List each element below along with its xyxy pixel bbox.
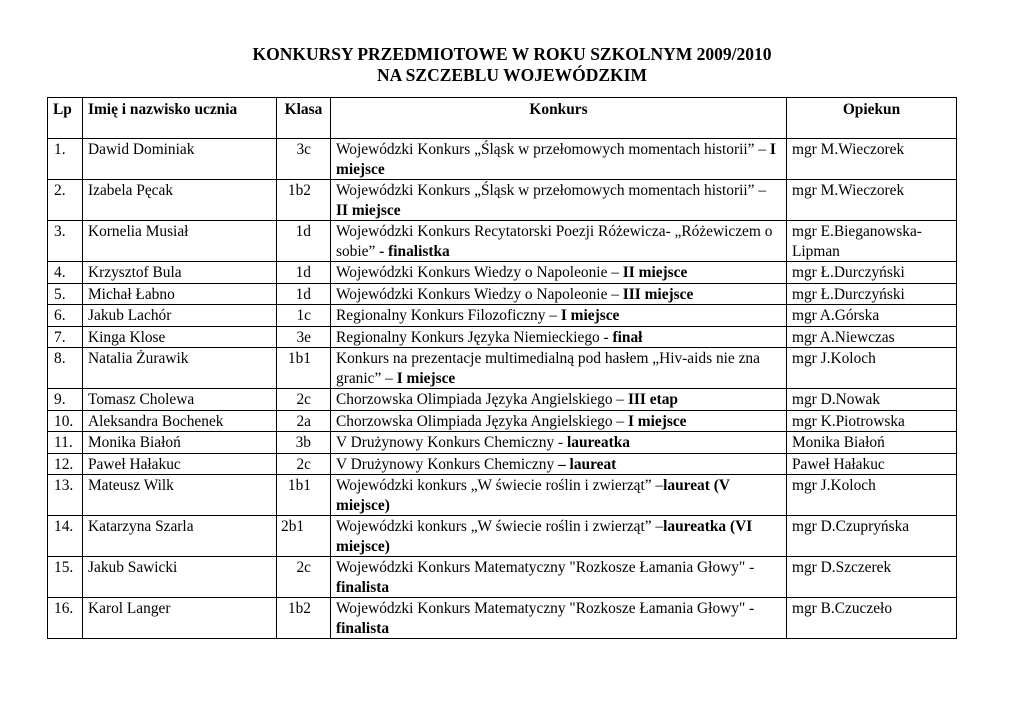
cell-konkurs xyxy=(331,221,787,262)
table-row xyxy=(48,221,957,262)
header-konkurs: Konkurs xyxy=(331,98,787,139)
cell-klasa: 1b1 xyxy=(277,475,331,516)
cell-lp: 3. xyxy=(48,221,83,262)
konkurs-text: Wojewódzki konkurs „W świecie roślin i zwierząt” – xyxy=(336,518,664,535)
cell-name: Aleksandra Bochenek xyxy=(83,410,277,432)
cell-opiekun: mgr D.Szczerek xyxy=(787,557,957,598)
cell-opiekun: mgr Ł.Durczyński xyxy=(787,262,957,284)
header-klasa: Klasa xyxy=(277,98,331,139)
cell-klasa: 2a xyxy=(277,410,331,432)
cell-lp: 8. xyxy=(48,348,83,389)
table-row xyxy=(48,262,957,284)
konkurs-result: I miejsce xyxy=(396,369,456,387)
cell-name: Kinga Klose xyxy=(83,326,277,348)
konkurs-text: V Drużynowy Konkurs Chemiczny - xyxy=(336,434,567,451)
konkurs-text: Wojewódzki Konkurs Recytatorski Poezji Różewicza- „Różewiczem o sobie” xyxy=(336,223,773,260)
konkurs-result: I miejsce xyxy=(627,412,687,430)
cell-name: Mateusz Wilk xyxy=(83,475,277,516)
cell-name: Jakub Sawicki xyxy=(83,557,277,598)
konkurs-result: - finalistka xyxy=(375,242,450,260)
konkurs-result: II miejsce xyxy=(336,201,401,219)
table-row xyxy=(48,305,957,327)
cell-klasa: 2c xyxy=(277,453,331,475)
konkurs-text: Wojewódzki Konkurs Matematyczny "Rozkosze Łamania Głowy" - xyxy=(336,600,755,617)
konkurs-result: laureatka (VI miejsce) xyxy=(336,518,753,555)
cell-klasa: 1d xyxy=(277,262,331,284)
cell-opiekun: Monika Białoń xyxy=(787,432,957,454)
table-row xyxy=(48,283,957,305)
cell-konkurs xyxy=(331,262,787,284)
competitions-table xyxy=(47,97,957,639)
cell-konkurs xyxy=(331,305,787,327)
cell-name: Dawid Dominiak xyxy=(83,139,277,180)
cell-klasa: 2b1 xyxy=(277,516,331,557)
konkurs-result: finalista xyxy=(336,619,390,637)
cell-konkurs xyxy=(331,516,787,557)
table-row xyxy=(48,432,957,454)
konkurs-text: Chorzowska Olimpiada Języka Angielskiego – xyxy=(336,391,628,408)
table-row xyxy=(48,475,957,516)
cell-konkurs xyxy=(331,326,787,348)
cell-opiekun: mgr J.Koloch xyxy=(787,348,957,389)
konkurs-result: II miejsce xyxy=(622,264,688,281)
cell-klasa: 1b1 xyxy=(277,348,331,389)
konkurs-text: Wojewódzki Konkurs Wiedzy o Napoleonie – xyxy=(336,264,623,281)
cell-klasa: 1b2 xyxy=(277,598,331,639)
cell-lp: 6. xyxy=(48,305,83,327)
table-header-row xyxy=(48,98,957,139)
konkurs-result: laureat (V miejsce) xyxy=(336,477,730,514)
cell-name: Tomasz Cholewa xyxy=(83,389,277,411)
konkurs-text: Wojewódzki Konkurs „Śląsk w przełomowych momentach historii” – xyxy=(336,141,770,158)
cell-konkurs xyxy=(331,410,787,432)
cell-konkurs xyxy=(331,432,787,454)
cell-klasa: 1d xyxy=(277,221,331,262)
cell-klasa: 1d xyxy=(277,283,331,305)
konkurs-result: finał xyxy=(612,328,643,346)
table-row xyxy=(48,139,957,180)
header-opiekun: Opiekun xyxy=(787,98,957,139)
cell-klasa: 3c xyxy=(277,139,331,180)
table-row xyxy=(48,180,957,221)
cell-konkurs xyxy=(331,348,787,389)
cell-lp: 4. xyxy=(48,262,83,284)
cell-konkurs xyxy=(331,557,787,598)
page-subtitle: NA SZCZEBLU WOJEWÓDZKIM xyxy=(376,65,647,85)
cell-opiekun: mgr A.Niewczas xyxy=(787,326,957,348)
konkurs-text: Regionalny Konkurs Języka Niemieckiego - xyxy=(336,328,613,346)
konkurs-text: Wojewódzki Konkurs Matematyczny "Rozkosze Łamania Głowy" - xyxy=(336,559,755,576)
cell-lp: 15. xyxy=(48,557,83,598)
cell-lp: 11. xyxy=(48,432,83,454)
konkurs-result: – laureat xyxy=(558,455,617,473)
cell-name: Krzysztof Bula xyxy=(83,262,277,284)
header-name: Imię i nazwisko ucznia xyxy=(83,98,277,139)
cell-name: Michał Łabno xyxy=(83,283,277,305)
table-row xyxy=(48,598,957,639)
konkurs-text: Wojewódzki Konkurs Wiedzy o Napoleonie – xyxy=(336,285,623,303)
page-title: KONKURSY PRZEDMIOTOWE W ROKU SZKOLNYM 2009/2010 xyxy=(252,44,772,64)
cell-lp: 5. xyxy=(48,283,83,305)
konkurs-result: I miejsce xyxy=(560,307,620,324)
cell-name: Monika Białoń xyxy=(83,432,277,454)
konkurs-result: I miejsce xyxy=(336,141,776,178)
table-row xyxy=(48,389,957,411)
cell-opiekun: mgr D.Czupryńska xyxy=(787,516,957,557)
cell-name: Paweł Hałakuc xyxy=(83,453,277,475)
header-lp: Lp xyxy=(48,98,83,139)
table-row xyxy=(48,348,957,389)
table-row xyxy=(48,453,957,475)
cell-konkurs xyxy=(331,475,787,516)
cell-lp: 10. xyxy=(48,410,83,432)
table-row xyxy=(48,557,957,598)
konkurs-text: Regionalny Konkurs Filozoficzny – xyxy=(336,307,561,324)
cell-name: Kornelia Musiał xyxy=(83,221,277,262)
cell-opiekun: Paweł Hałakuc xyxy=(787,453,957,475)
konkurs-text: Wojewódzki konkurs „W świecie roślin i zwierząt” – xyxy=(336,477,664,494)
konkurs-result: III etap xyxy=(627,391,678,408)
konkurs-text: Konkurs na prezentacje multimedialną pod hasłem „Hiv-aids nie zna granic” – xyxy=(336,350,760,387)
cell-opiekun: mgr Ł.Durczyński xyxy=(787,283,957,305)
cell-opiekun: mgr A.Górska xyxy=(787,305,957,327)
cell-lp: 13. xyxy=(48,475,83,516)
konkurs-result: laureatka xyxy=(566,434,630,451)
cell-lp: 1. xyxy=(48,139,83,180)
cell-opiekun: mgr D.Nowak xyxy=(787,389,957,411)
cell-name: Karol Langer xyxy=(83,598,277,639)
cell-klasa: 3e xyxy=(277,326,331,348)
table-row xyxy=(48,326,957,348)
table-row xyxy=(48,516,957,557)
cell-name: Izabela Pęcak xyxy=(83,180,277,221)
cell-lp: 2. xyxy=(48,180,83,221)
cell-name: Katarzyna Szarla xyxy=(83,516,277,557)
cell-konkurs xyxy=(331,180,787,221)
cell-opiekun: mgr B.Czuczeło xyxy=(787,598,957,639)
konkurs-result: finalista xyxy=(336,578,390,596)
cell-klasa: 2c xyxy=(277,557,331,598)
cell-name: Natalia Żurawik xyxy=(83,348,277,389)
konkurs-text: Wojewódzki Konkurs „Śląsk w przełomowych momentach historii” – xyxy=(336,182,767,199)
cell-opiekun: mgr E.Bieganowska-Lipman xyxy=(787,221,957,262)
konkurs-text: Chorzowska Olimpiada Języka Angielskiego – xyxy=(336,412,628,430)
konkurs-text: V Drużynowy Konkurs Chemiczny xyxy=(336,455,558,473)
cell-opiekun: mgr K.Piotrowska xyxy=(787,410,957,432)
cell-lp: 16. xyxy=(48,598,83,639)
konkurs-result: III miejsce xyxy=(622,285,694,303)
cell-opiekun: mgr M.Wieczorek xyxy=(787,180,957,221)
table-row xyxy=(48,410,957,432)
cell-konkurs xyxy=(331,598,787,639)
cell-name: Jakub Lachór xyxy=(83,305,277,327)
cell-lp: 9. xyxy=(48,389,83,411)
cell-lp: 12. xyxy=(48,453,83,475)
cell-konkurs xyxy=(331,453,787,475)
cell-lp: 14. xyxy=(48,516,83,557)
cell-klasa: 1b2 xyxy=(277,180,331,221)
cell-klasa: 1c xyxy=(277,305,331,327)
cell-lp: 7. xyxy=(48,326,83,348)
cell-klasa: 2c xyxy=(277,389,331,411)
cell-klasa: 3b xyxy=(277,432,331,454)
cell-konkurs xyxy=(331,283,787,305)
cell-opiekun: mgr M.Wieczorek xyxy=(787,139,957,180)
cell-konkurs xyxy=(331,389,787,411)
cell-konkurs xyxy=(331,139,787,180)
cell-opiekun: mgr J.Koloch xyxy=(787,475,957,516)
